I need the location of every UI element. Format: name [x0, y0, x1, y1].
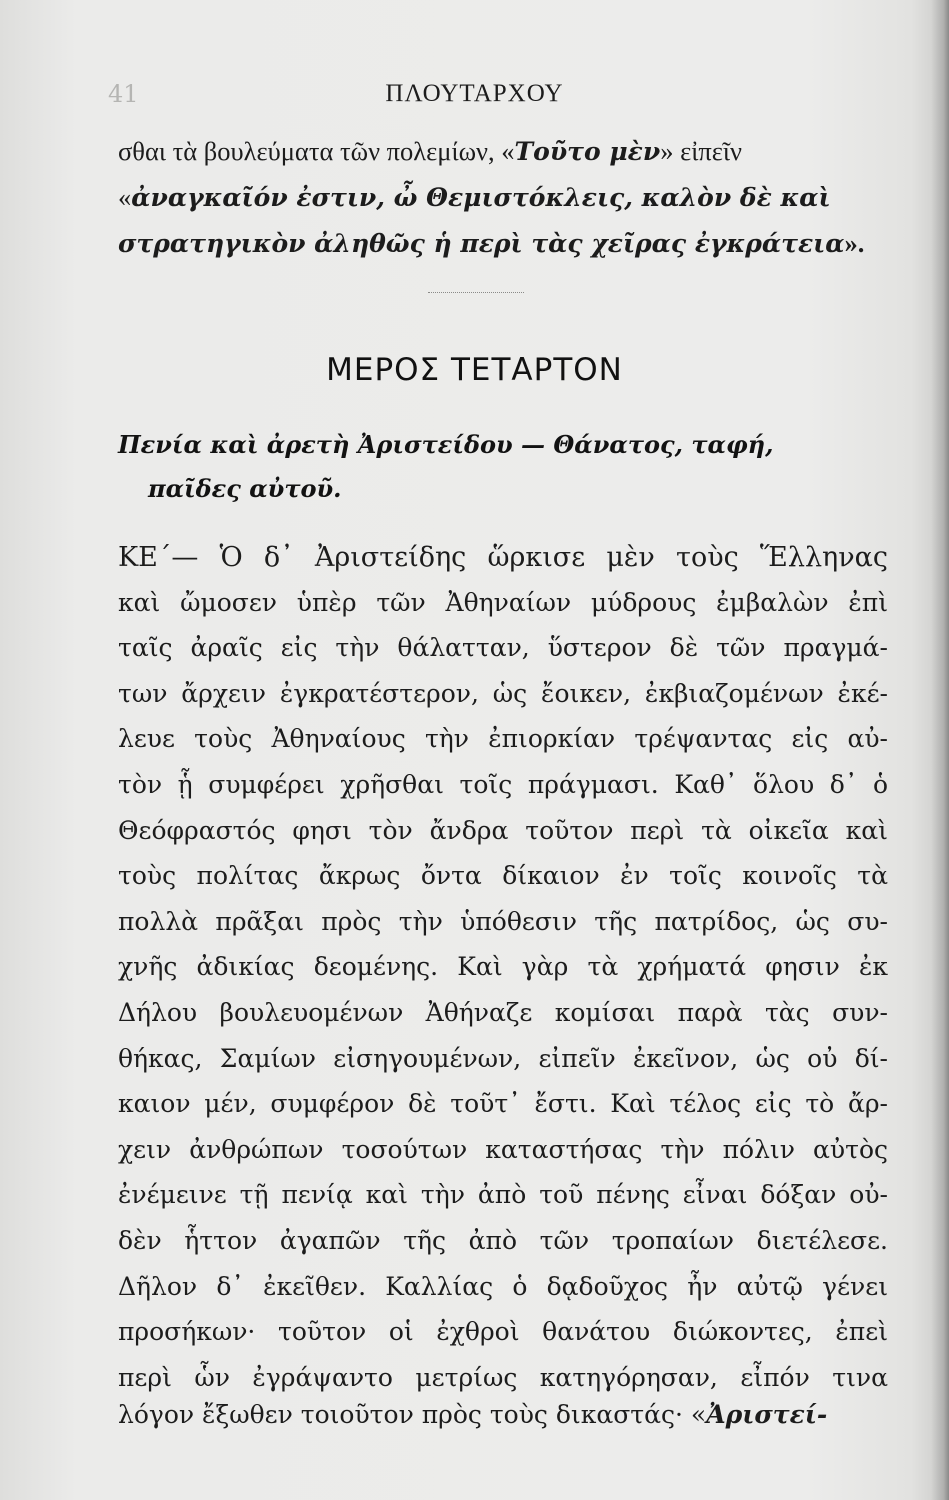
body-line: Δῆλον δ᾽ ἐκεῖθεν. Καλλίας ὁ δᾳδοῦχος ἦν αὐτῷ γένει — [118, 1271, 888, 1301]
intro-line-2 — [118, 182, 888, 213]
intro-line-3-bold: στρατηγικὸν ἀληθῶς ἡ περὶ τὰς χεῖρας ἐγκράτεια — [118, 229, 845, 258]
intro-line-1-plain: σθαι τὰ βουλεύματα τῶν πολεμίων, « — [118, 136, 515, 166]
body-line: πολλὰ πρᾶξαι πρὸς τὴν ὑπόθεσιν τῆς πατρίδος, ὡς συ- — [118, 906, 888, 936]
body-line: ταῖς ἀραῖς εἰς τὴν θάλατταν, ὕστερον δὲ τῶν πραγμά- — [118, 633, 888, 663]
body-line: δὲν ἧττον ἀγαπῶν τῆς ἀπὸ τῶν τροπαίων διετέλεσε. — [118, 1226, 888, 1255]
intro-line-1-bold: Τοῦτο μὲν — [514, 137, 661, 166]
body-line: λευε τοὺς Ἀθηναίους τὴν ἐπιορκίαν τρέψαντας εἰς αὐ- — [118, 724, 888, 754]
body-line: προσήκων· τοῦτον οἱ ἐχθροὶ θανάτου διώκοντες, ἐπεὶ — [118, 1317, 888, 1347]
intro-line-1-after: » εἰπεῖν — [660, 136, 742, 166]
body-line: χειν ἀνθρώπων τοσούτων καταστήσας τὴν πόλιν αὐτὸς — [118, 1134, 888, 1164]
intro-line-3 — [118, 228, 888, 259]
body-line: περὶ ὧν ἐγράψαντο μετρίως κατηγόρησαν, εἶπόν τινα — [118, 1362, 888, 1392]
page-number: 41 — [108, 80, 139, 108]
body-line: Θεόφραστός φησι τὸν ἄνδρα τοῦτον περὶ τὰ οἰκεῖα καὶ — [118, 815, 888, 845]
page-edge-shadow — [931, 0, 949, 1500]
body-line: ΚΕ΄— Ὁ δ᾽ Ἀριστείδης ὥρκισε μὲν τοὺς Ἕλληνας — [118, 542, 888, 573]
section-title: ΜΕΡΟΣ ΤΕΤΑΡΤΟΝ — [326, 352, 623, 388]
intro-line-2-plain: « — [118, 182, 132, 212]
section-summary-line-1: Πενία καὶ ἀρετὴ Ἀριστείδου — Θάνατος, ταφή, — [118, 430, 774, 459]
section-summary-line-2: παῖδες αὐτοῦ. — [148, 474, 342, 503]
last-line — [118, 1400, 888, 1429]
body-line: καὶ ὤμοσεν ὑπὲρ τῶν Ἀθηναίων μύδρους ἐμβαλὼν ἐπὶ — [118, 587, 888, 617]
body-line: χνῆς ἀδικίας δεομένης. Καὶ γὰρ τὰ χρήματά φησιν ἐκ — [118, 952, 888, 982]
body-line: ἐνέμεινε τῇ πενίᾳ καὶ τὴν ἀπὸ τοῦ πένης εἶναι δόξαν οὐ- — [118, 1180, 888, 1210]
intro-line-2-bold: ἀναγκαῖόν ἐστιν, ὦ Θεμιστόκλεις, καλὸν δὲ καὶ — [131, 183, 831, 212]
intro-line-1 — [118, 136, 888, 167]
body-line: των ἄρχειν ἐγκρατέστερον, ὡς ἔοικεν, ἐκβιαζομένων ἐκέ- — [118, 678, 888, 708]
body-line: τοὺς πολίτας ἄκρως ὄντα δίκαιον ἐν τοῖς κοινοῖς τὰ — [118, 861, 888, 891]
body-line: Δήλου βουλευομένων Ἀθήναζε κομίσαι παρὰ τὰς συν- — [118, 998, 888, 1027]
last-line-bold: Ἀριστεί- — [706, 1400, 828, 1429]
section-divider-ornament — [428, 292, 524, 293]
body-line: θήκας, Σαμίων εἰσηγουμένων, εἰπεῖν ἐκεῖνον, ὡς οὐ δί- — [118, 1043, 888, 1073]
intro-line-3-after: ». — [844, 228, 865, 258]
body-line: τὸν ᾗ συμφέρει χρῆσθαι τοῖς πράγμασι. Καθ᾽ ὅλου δ᾽ ὁ — [118, 770, 888, 799]
last-line-plain: λόγον ἔξωθεν τοιοῦτον πρὸς τοὺς δικαστάς· « — [118, 1400, 707, 1429]
body-line: καιον μέν, συμφέρον δὲ τοῦτ᾽ ἔστι. Καὶ τέλος εἰς τὸ ἄρ- — [118, 1089, 888, 1119]
running-title: ΠΛΟΥΤΑΡΧΟΥ — [385, 80, 564, 107]
